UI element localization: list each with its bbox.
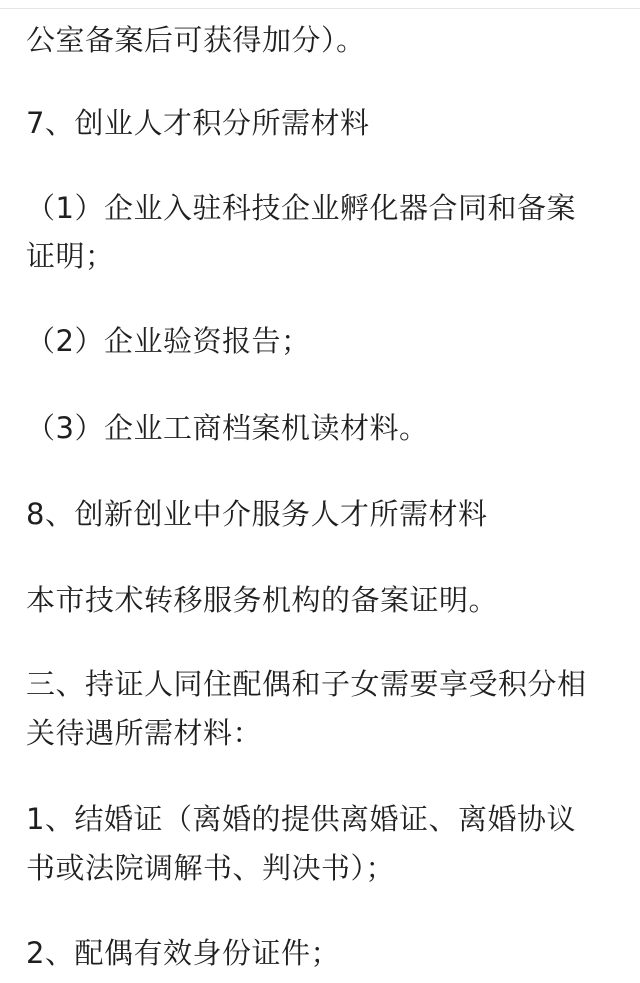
paragraph-line: （2）企业验资报告； <box>26 324 311 358</box>
paragraph-line: 公室备案后可获得加分）。 <box>26 23 366 57</box>
paragraph-line: 2、配偶有效身份证件； <box>26 936 340 970</box>
section-heading: 三、持证人同住配偶和子女需要享受积分相 <box>26 667 587 701</box>
section-heading: 8、创新创业中介服务人才所需材料 <box>26 497 488 531</box>
paragraph-line: 证明； <box>26 239 115 273</box>
top-divider <box>0 8 640 9</box>
section-heading: 7、创业人才积分所需材料 <box>26 106 370 140</box>
paragraph-line: 本市技术转移服务机构的备案证明。 <box>26 583 499 617</box>
paragraph-line: （3）企业工商档案机读材料。 <box>26 411 429 445</box>
section-heading: 关待遇所需材料： <box>26 716 263 750</box>
paragraph-line: （1）企业入驻科技企业孵化器合同和备案 <box>26 191 576 225</box>
paragraph-line: 书或法院调解书、判决书）； <box>26 851 396 885</box>
paragraph-line: 1、结婚证（离婚的提供离婚证、离婚协议 <box>26 802 576 836</box>
